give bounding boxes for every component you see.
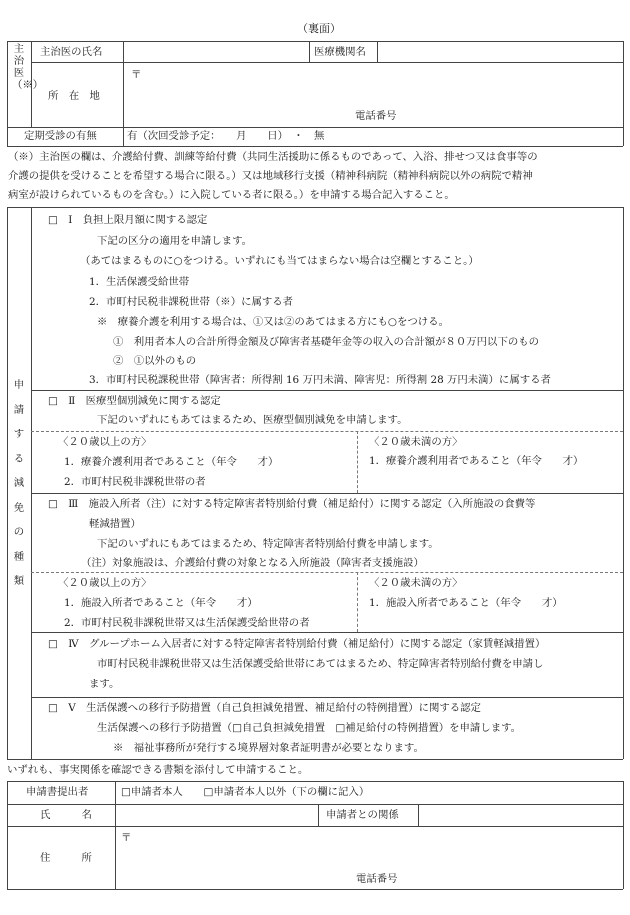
s2-right-line: 1．療養介護利用者であること（年令 才）: [369, 455, 584, 467]
s1-line: ※ 療養介護を利用する場合は、①又は②のあてはまる方にも○をつける。: [97, 316, 449, 328]
note-line: 病室が設けられているものを含む。）に入院している者に限る。）を申請する場合記入すること。: [8, 189, 455, 201]
s1-line: ② ①以外のもの: [113, 355, 197, 367]
page-title: （裏面）: [297, 22, 341, 35]
note-line: （※）主治医の欄は、介護給付費、訓練等給付費（共同生活援助に係るものであって、入浴、排せつ又は食事等の: [8, 151, 538, 163]
section-5-checkbox-heading[interactable]: □ Ⅴ 生活保護への移行予防措置（自己負担減免措置、補足給付の特例措置）に関する認定: [48, 702, 481, 714]
s3-left-line: 1．施設入所者であること（年令 才）: [64, 597, 258, 609]
submitter-name-label: 氏 名: [40, 809, 92, 821]
s1-line: 下記の区分の適用を申請します。: [97, 235, 253, 247]
doctor-address-field[interactable]: [125, 64, 621, 108]
side-char: 種: [13, 551, 25, 563]
note-line: 介護の提供を受けることを希望する場合に限る。）又は地域移行支援（精神科病院（精神科病院以外の病院で精神: [8, 170, 533, 182]
side-char: 免: [13, 502, 25, 514]
postal-mark: 〒: [131, 69, 142, 81]
section-1-checkbox-heading[interactable]: □ Ⅰ 負担上限月額に関する認定: [48, 214, 208, 226]
s1-line: 3．市町村民税課税世帯（障害者：所得割 16 万円未満、障害児：所得割 28 万円未満）に属する者: [89, 374, 551, 386]
s3-left-line: 〈２０歳以上の方〉: [58, 577, 152, 589]
s1-line: （あてはまるものに○をつける。いずれにも当てはまらない場合は空欄とすること。）: [80, 255, 479, 267]
submitter-name-field[interactable]: [117, 806, 316, 824]
submitter-options[interactable]: □申請者本人 □申請者本人以外（下の欄に記入）: [121, 786, 370, 798]
s2-left-line: 〈２０歳以上の方〉: [58, 436, 152, 448]
s3-line: 下記のいずれにもあてはまるため、特定障害者特別給付費を申請します。: [97, 538, 439, 550]
s1-line: 2．市町村民税非課税世帯（※）に属する者: [89, 296, 294, 308]
relation-label: 申請者との関係: [326, 809, 399, 821]
section-4-checkbox-heading[interactable]: □ Ⅳ グループホーム入居者に対する特定障害者特別給付費（補足給付）に関する認定（家賃軽減措置）: [48, 638, 546, 650]
doctor-name-label: 主治医の氏名: [40, 46, 103, 58]
s4-line: ます。: [89, 678, 120, 690]
doctor-phone-field[interactable]: [410, 108, 620, 126]
s2-right-line: 〈２０歳未満の方〉: [369, 436, 463, 448]
submitter-phone-label: 電話番号: [356, 873, 398, 885]
attach-note: いずれも、事実関係を確認できる書類を添付して申請すること。: [7, 764, 309, 776]
submitter-address-label: 住 所: [40, 852, 92, 864]
s3-right-line: 〈２０歳未満の方〉: [369, 577, 463, 589]
side-char: す: [13, 428, 25, 440]
submitter-postal-mark: 〒: [121, 832, 132, 844]
s1-line: 1．生活保護受給世帯: [89, 276, 190, 288]
s4-line: 市町村民税非課税世帯又は生活保護受給世帯にあてはまるため、特定障害者特別給付費を申請し: [97, 658, 544, 670]
phone-label: 電話番号: [355, 110, 397, 122]
side-char: る: [13, 453, 25, 465]
s1-line: ① 利用者本人の合計所得金額及び障害者基礎年金等の収入の合計額が８０万円以下のもの: [113, 336, 540, 348]
s2-left-line: 1．療養介護利用者であること（年令 才）: [64, 456, 279, 468]
s2-line: 下記のいずれにもあてはまるため、医療型個別減免を申請します。: [97, 414, 408, 426]
doctor-name-field[interactable]: [125, 43, 307, 61]
address-label: 所 在 地: [48, 90, 100, 102]
side-char: 申: [13, 379, 25, 391]
s5-line: 生活保護への移行予防措置（□自己負担減免措置 □補足給付の特例措置）を申請します。: [97, 722, 522, 734]
checkup-value[interactable]: 有（次回受診予定： 月 日） ・ 無: [127, 130, 325, 142]
s3-line: 軽減措置）: [89, 518, 141, 530]
s2-left-line: 2．市町村民税非課税世帯の者: [64, 476, 206, 488]
institution-field[interactable]: [379, 43, 621, 61]
side-char: 類: [13, 575, 25, 587]
section-2-checkbox-heading[interactable]: □ Ⅱ 医療型個別減免に関する認定: [48, 395, 221, 407]
s5-line: ※ 福祉事務所が発行する境界層対象者証明書が必要となります。: [113, 742, 424, 754]
s3-left-line: 2．市町村民税非課税世帯又は生活保護受給世帯の者: [64, 617, 310, 629]
doctor-side-label: 主治医（※）: [12, 43, 44, 91]
side-char: の: [13, 526, 25, 538]
submitter-address-field[interactable]: [117, 828, 621, 870]
s3-right-line: 1．施設入所者であること（年令 才）: [369, 597, 563, 609]
checkup-label: 定期受診の有無: [24, 130, 97, 142]
section-3-checkbox-heading[interactable]: □ Ⅲ 施設入所者（注）に対する特定障害者特別給付費（補足給付）に関する認定（入所施設の食費等: [48, 498, 536, 510]
relation-field[interactable]: [420, 806, 621, 824]
institution-label: 医療機関名: [314, 46, 366, 58]
side-char: 減: [13, 477, 25, 489]
side-char: 請: [13, 404, 25, 416]
submitter-label: 申請書提出者: [26, 786, 89, 798]
s3-line: （注）対象施設は、介護給付費の対象となる入所施設（障害者支援施設）: [81, 557, 424, 569]
